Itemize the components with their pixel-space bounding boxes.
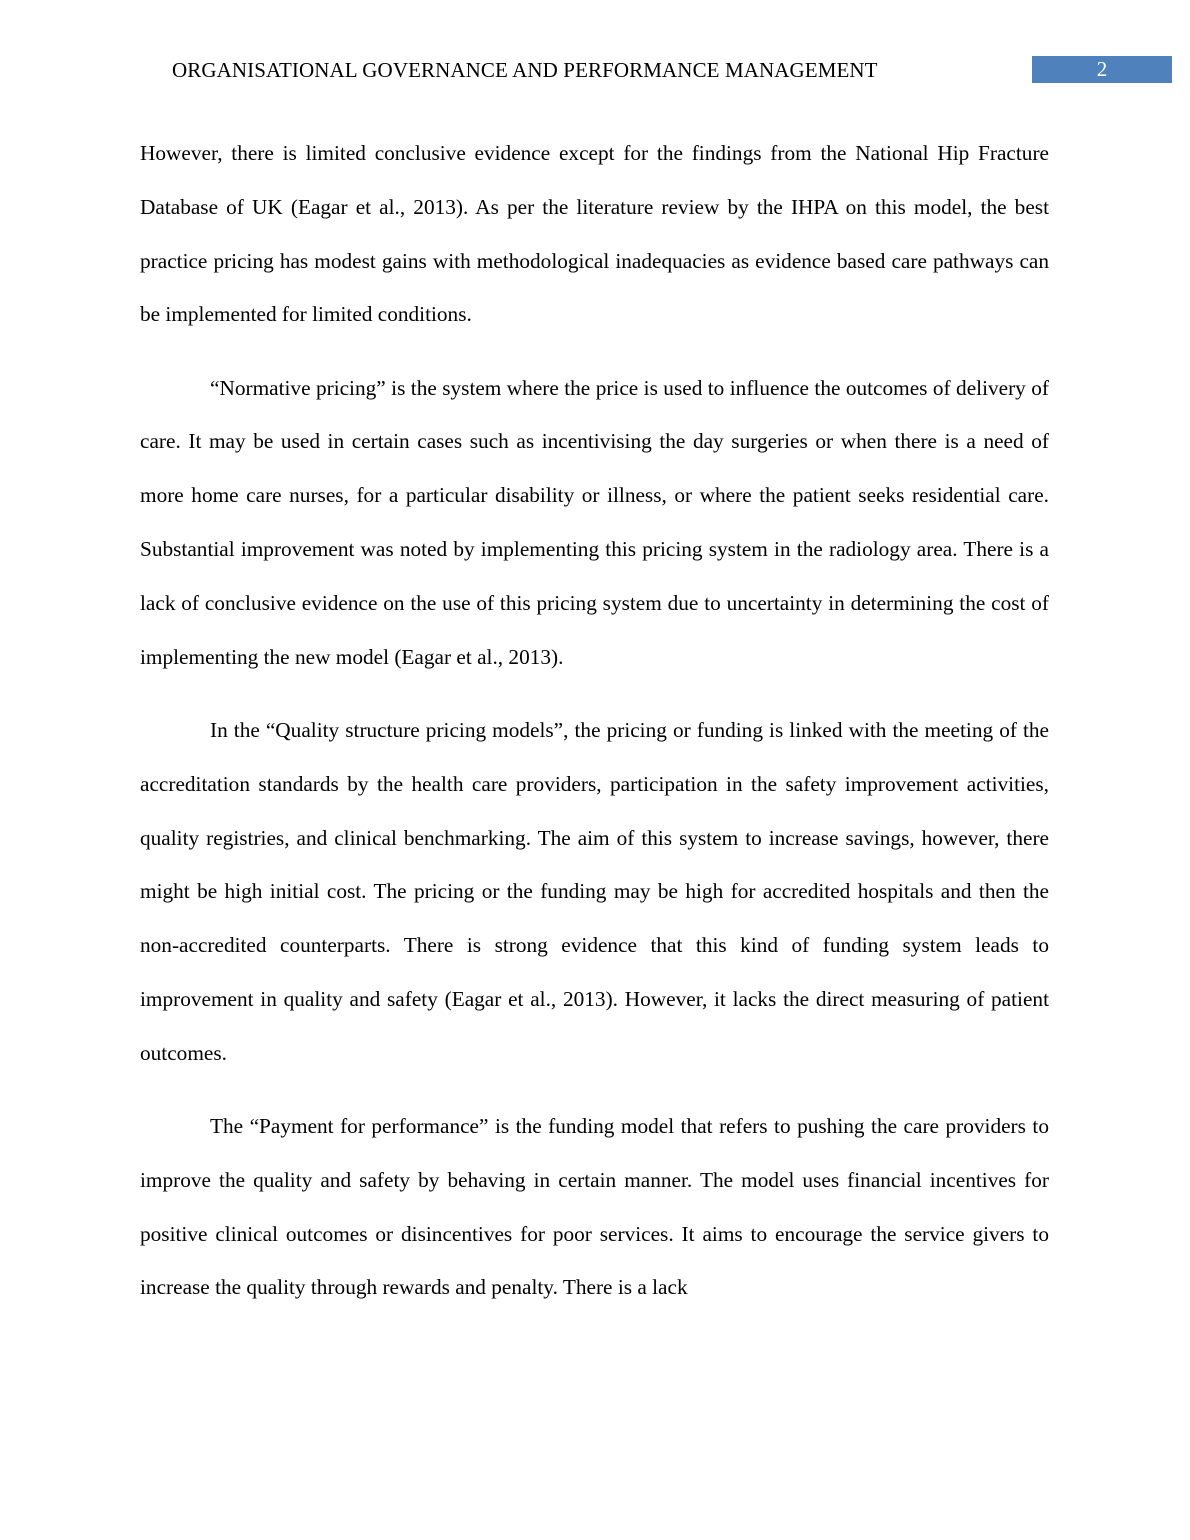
paragraph-quality-structure-pricing: In the “Quality structure pricing models”, the pricing or funding is linked with the meeting of the accreditation standards by the health care providers, participation in the safety improvement activities, quality registries, and clinical benchmarking. The aim of this system to increase savings, however, there might be high initial cost. The pricing or the funding may be high for accredited hospitals and then the non-accredited counterparts. There is strong evidence that this kind of funding system leads to improvement in quality and safety (Eagar et al., 2013). However, it lacks the direct measuring of patient outcomes. bbox=[140, 717, 1049, 1065]
page-header bbox=[0, 55, 1190, 85]
page-number: 2 bbox=[1032, 56, 1172, 83]
paragraph-payment-for-performance: The “Payment for performance” is the funding model that refers to pushing the care providers to improve the quality and safety by behaving in certain manner. The model uses financial incentives for positive clinical outcomes or disincentives for poor services. It aims to encourage the service givers to increase the quality through rewards and penalty. There is a lack bbox=[140, 1114, 1049, 1300]
running-head: ORGANISATIONAL GOVERNANCE AND PERFORMANCE MANAGEMENT bbox=[172, 58, 878, 82]
document-body bbox=[140, 127, 1049, 1315]
paragraph-normative-pricing: “Normative pricing” is the system where the price is used to influence the outcomes of delivery of care. It may be used in certain cases such as incentivising the day surgeries or when there is a need of more home care nurses, for a particular disability or illness, or where the patient seeks residential care. Substantial improvement was noted by implementing this pricing system in the radiology area. There is a lack of conclusive evidence on the use of this pricing system due to uncertainty in determining the cost of implementing the new model (Eagar et al., 2013). bbox=[140, 375, 1049, 669]
paragraph-continuation: However, there is limited conclusive evidence except for the findings from the National Hip Fracture Database of UK (Eagar et al., 2013). As per the literature review by the IHPA on this model, the best practice pricing has modest gains with methodological inadequacies as evidence based care pathways can be implemented for limited conditions. bbox=[140, 141, 1049, 327]
